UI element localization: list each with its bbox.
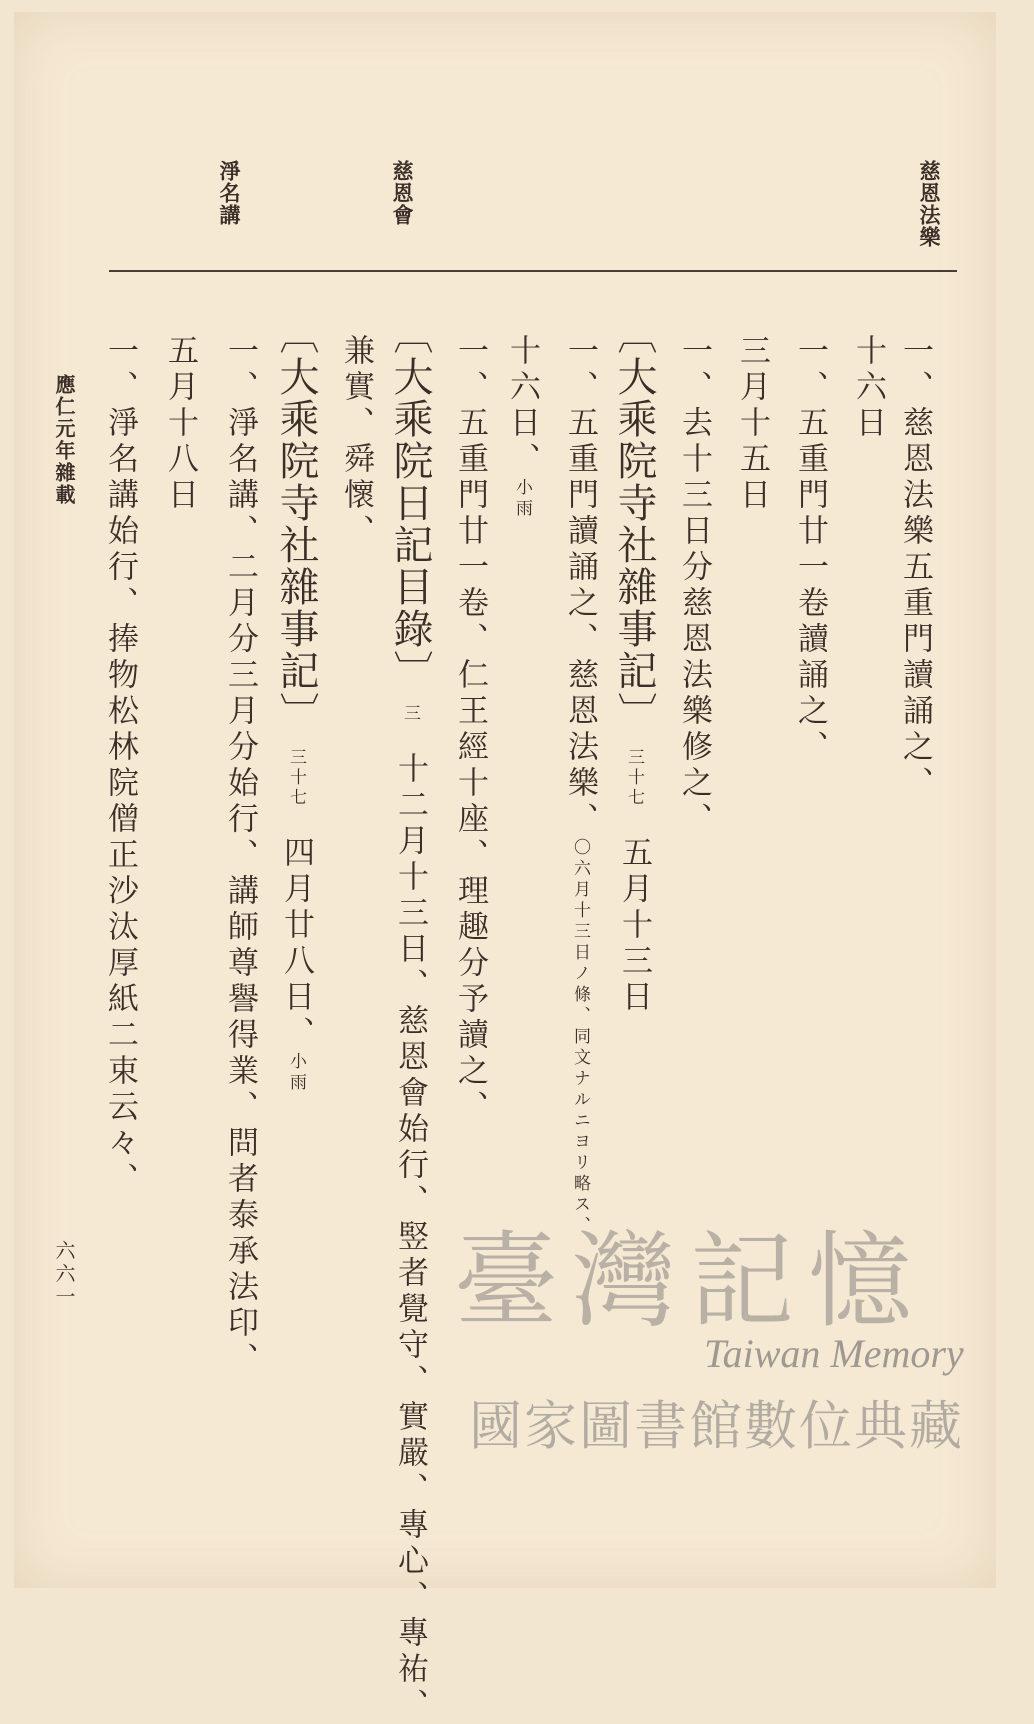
- weather-note: 小雨: [286, 1052, 306, 1094]
- text-column-8: [504, 334, 540, 520]
- source-volume: 三十七: [624, 748, 644, 808]
- text-column-2: 十六日: [850, 334, 886, 442]
- weather-note: 小雨: [512, 478, 532, 520]
- header-left: 淨名講: [217, 160, 242, 226]
- date-entry: 四月廿八日、: [278, 836, 314, 1052]
- watermark-calligraphy: 臺灣記憶: [454, 1220, 927, 1342]
- watermark-chinese: 國家圖書館數位典藏: [469, 1396, 964, 1457]
- text-column-5: 一、去十三日分慈恩法樂修之、: [676, 334, 712, 838]
- text-column-15: 一、淨名講始行、捧物松林院僧正沙汰厚紙二束云々、: [102, 334, 138, 1198]
- text-column-13: 一、淨名講、二月分三月分始行、講師尊譽得業、問者泰承法印、: [222, 334, 258, 1378]
- header-rule: [109, 270, 957, 272]
- header-middle: 慈恩會: [390, 160, 415, 226]
- source-volume: 三: [400, 704, 420, 724]
- text-column-14: 五月十八日: [162, 334, 198, 514]
- entry-text: 一、五重門讀誦之、慈恩法樂、: [562, 334, 598, 838]
- text-column-1: 一、慈恩法樂五重門讀誦之、: [897, 334, 933, 802]
- side-title: 應仁元年雜載: [52, 374, 76, 506]
- header-right: 慈恩法樂: [917, 160, 942, 248]
- date-entry: 五月十三日: [616, 836, 652, 1016]
- text-column-10: [387, 314, 433, 1724]
- source-volume: 三十七: [286, 748, 306, 808]
- text-column-12: [273, 314, 319, 1094]
- date-entry: 十二月十三日、慈恩會始行、竪者覺守、實嚴、專心、專祐、: [392, 752, 428, 1724]
- document-page: [14, 12, 996, 1724]
- date-entry: 十六日、: [504, 334, 540, 478]
- text-column-6: [611, 314, 657, 1016]
- source-title: 〔大乘院寺社雜事記〕: [273, 314, 319, 734]
- text-column-11: 兼實、舜懷、: [338, 334, 374, 550]
- source-title: 〔大乘院日記目錄〕: [387, 314, 433, 692]
- source-title: 〔大乘院寺社雜事記〕: [611, 314, 657, 734]
- page-number: 六六一: [52, 1240, 76, 1309]
- text-column-3: 一、五重門廿一卷讀誦之、: [792, 334, 828, 766]
- text-column-7: [562, 334, 598, 1237]
- annotation: 〇六月十三日ノ條、同文ナルニヨリ略ス、: [570, 838, 590, 1237]
- text-column-9: 一、五重門廿一卷、仁王經十座、理趣分予讀之、: [452, 334, 488, 1126]
- watermark-english: Taiwan Memory: [704, 1331, 964, 1376]
- text-column-4: 三月十五日: [734, 334, 770, 514]
